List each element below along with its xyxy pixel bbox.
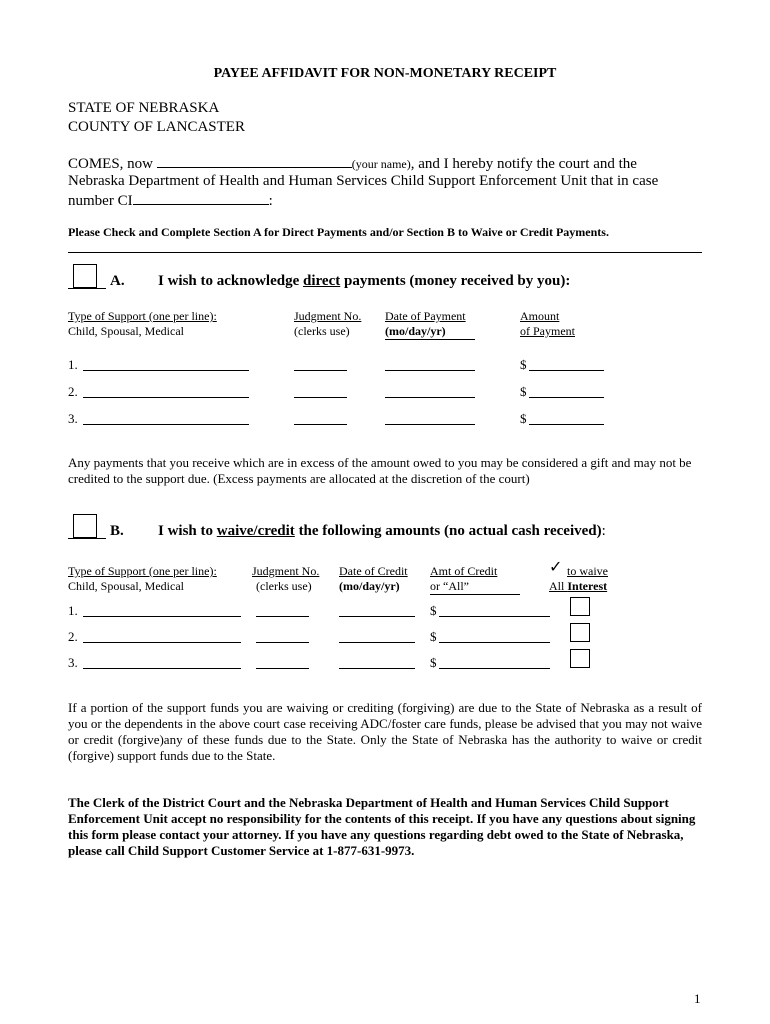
a-row-1-number: 1. [68, 357, 78, 372]
page-number: 1 [694, 991, 701, 1006]
intro-line-3 [68, 191, 273, 210]
section-a-heading-emphasis: direct [303, 273, 341, 289]
a-col-amount-1: Amount [520, 309, 560, 323]
a-col-date-2: (mo/day/yr) [385, 324, 475, 340]
section-a-checkbox-underline [68, 288, 106, 289]
a-row-1-type-field[interactable] [83, 357, 249, 371]
a-col-amount-2: of Payment [520, 324, 575, 338]
b-row-2-amount-field[interactable] [439, 629, 550, 643]
b-row-1-date-field[interactable] [339, 603, 415, 617]
state-portion-note: If a portion of the support funds you are waiving or crediting (forgiving) are due to the State of Nebraska as a result of you or the dependents in the above court case receiving ADC/foster care funds, please be advised that you may not waive or credit (forgive)any of these funds due to the State. Only the State of Nebraska has the authority to waive or credit (forgive) support funds due to the State. [68, 700, 702, 763]
excess-note: Any payments that you receive which are in excess of the amount owed to you may be considered a gift and may not be credited to the support due. (Excess payments are allocated at the discretion of the court) [68, 455, 692, 486]
section-b-heading [158, 523, 606, 540]
a-row-3-type-field[interactable] [83, 411, 249, 425]
comes-label: COMES, now [68, 156, 154, 172]
b-row-3 [68, 655, 437, 671]
section-b-checkbox-underline [68, 538, 106, 539]
notify-text: , and I hereby notify the court and the [410, 156, 637, 172]
instructions: Please Check and Complete Section A for Direct Payments and/or Section B to Waive or Credit Payments. [68, 225, 609, 239]
intro-line-1 [68, 154, 637, 173]
b-col-amount-2: or “All” [430, 579, 520, 595]
b-row-2-date-field[interactable] [339, 629, 415, 643]
section-b-checkbox[interactable] [73, 514, 97, 538]
a-row-1-dollar: $ [520, 357, 527, 372]
b-col-date-1: Date of Credit [339, 564, 408, 578]
a-col-judgment-1: Judgment No. [294, 309, 362, 323]
b-col-judgment-1: Judgment No. [252, 564, 320, 578]
section-b-heading-emphasis: waive/credit [216, 523, 295, 539]
section-b-letter: B. [110, 523, 124, 539]
a-col-type-2: Child, Spousal, Medical [68, 324, 184, 338]
a-row-2 [68, 384, 527, 400]
section-a-heading-pre: I wish to acknowledge [158, 273, 304, 289]
a-row-2-dollar: $ [520, 384, 527, 399]
b-row-1 [68, 603, 437, 619]
b-col-type-1: Type of Support (one per line): [68, 564, 217, 578]
county-line: COUNTY OF LANCASTER [68, 119, 245, 135]
a-row-3-amount-field[interactable] [529, 411, 604, 425]
b-row-3-number: 3. [68, 655, 78, 670]
b-row-2-judgment-field[interactable] [256, 629, 309, 643]
a-row-3-dollar: $ [520, 411, 527, 426]
a-row-1-amount-field[interactable] [529, 357, 604, 371]
a-row-1-date-field[interactable] [385, 357, 475, 371]
section-a-checkbox[interactable] [73, 264, 97, 288]
b-row-3-dollar: $ [430, 655, 437, 670]
b-row-2-waive-checkbox[interactable] [570, 623, 590, 642]
b-row-1-number: 1. [68, 603, 78, 618]
state-line: STATE OF NEBRASKA [68, 100, 220, 116]
b-row-1-dollar: $ [430, 603, 437, 618]
b-row-1-waive-checkbox[interactable] [570, 597, 590, 616]
a-col-type-1: Type of Support (one per line): [68, 309, 217, 323]
a-row-3-date-field[interactable] [385, 411, 475, 425]
b-row-2-type-field[interactable] [83, 629, 241, 643]
a-col-judgment-2: (clerks use) [294, 324, 350, 338]
b-row-3-waive-checkbox[interactable] [570, 649, 590, 668]
section-b-heading-post: the following amounts (no actual cash received) [294, 523, 602, 539]
section-a-heading-post: payments (money received by you): [340, 273, 571, 289]
a-row-2-judgment-field[interactable] [294, 384, 347, 398]
section-a-heading [158, 273, 570, 290]
a-col-date-1: Date of Payment [385, 309, 466, 323]
b-row-2 [68, 629, 437, 645]
case-number-label: number CI [68, 193, 133, 209]
a-row-3-judgment-field[interactable] [294, 411, 347, 425]
b-col-waive-interest: Interest [567, 579, 608, 593]
a-row-3 [68, 411, 527, 427]
b-row-3-date-field[interactable] [339, 655, 415, 669]
b-row-1-judgment-field[interactable] [256, 603, 309, 617]
b-col-type-2: Child, Spousal, Medical [68, 579, 184, 593]
b-row-1-amount-field[interactable] [439, 603, 550, 617]
b-col-waive-1: to waive [567, 564, 608, 578]
b-row-2-number: 2. [68, 629, 78, 644]
b-col-date-2: (mo/day/yr) [339, 579, 400, 593]
intro-line-2: Nebraska Department of Health and Human Services Child Support Enforcement Unit that in case [68, 173, 659, 189]
divider [68, 252, 702, 253]
b-row-1-type-field[interactable] [83, 603, 241, 617]
a-row-2-amount-field[interactable] [529, 384, 604, 398]
checkmark-icon: ✓ [549, 559, 563, 576]
page-title: PAYEE AFFIDAVIT FOR NON-MONETARY RECEIPT [213, 66, 557, 81]
section-b-heading-colon: : [601, 523, 606, 539]
section-b-heading-pre: I wish to [158, 523, 217, 539]
b-row-3-amount-field[interactable] [439, 655, 550, 669]
case-number-colon: : [268, 193, 273, 209]
a-row-2-date-field[interactable] [385, 384, 475, 398]
b-row-3-type-field[interactable] [83, 655, 241, 669]
your-name-hint: (your name) [351, 157, 411, 171]
b-col-amount-1: Amt of Credit [430, 564, 498, 578]
case-number-field[interactable] [133, 191, 269, 205]
section-a-letter: A. [110, 273, 125, 289]
b-col-waive-all: All [549, 579, 568, 593]
b-row-2-dollar: $ [430, 629, 437, 644]
a-row-3-number: 3. [68, 411, 78, 426]
b-col-judgment-2: (clerks use) [256, 579, 312, 593]
a-row-2-number: 2. [68, 384, 78, 399]
a-row-2-type-field[interactable] [83, 384, 249, 398]
disclaimer: The Clerk of the District Court and the Nebraska Department of Health and Human Services Child Support Enforcement Unit accept no responsibility for the contents of this receipt. If you have any questions about signing this form please contact your attorney. If you have any questions regarding debt owed to the State of Nebraska, please call Child Support Customer Service at 1-877-631-9973. [68, 795, 696, 858]
b-row-3-judgment-field[interactable] [256, 655, 309, 669]
a-row-1-judgment-field[interactable] [294, 357, 347, 371]
a-row-1 [68, 357, 527, 373]
b-col-waive-2 [549, 579, 607, 594]
your-name-field[interactable] [157, 154, 352, 168]
